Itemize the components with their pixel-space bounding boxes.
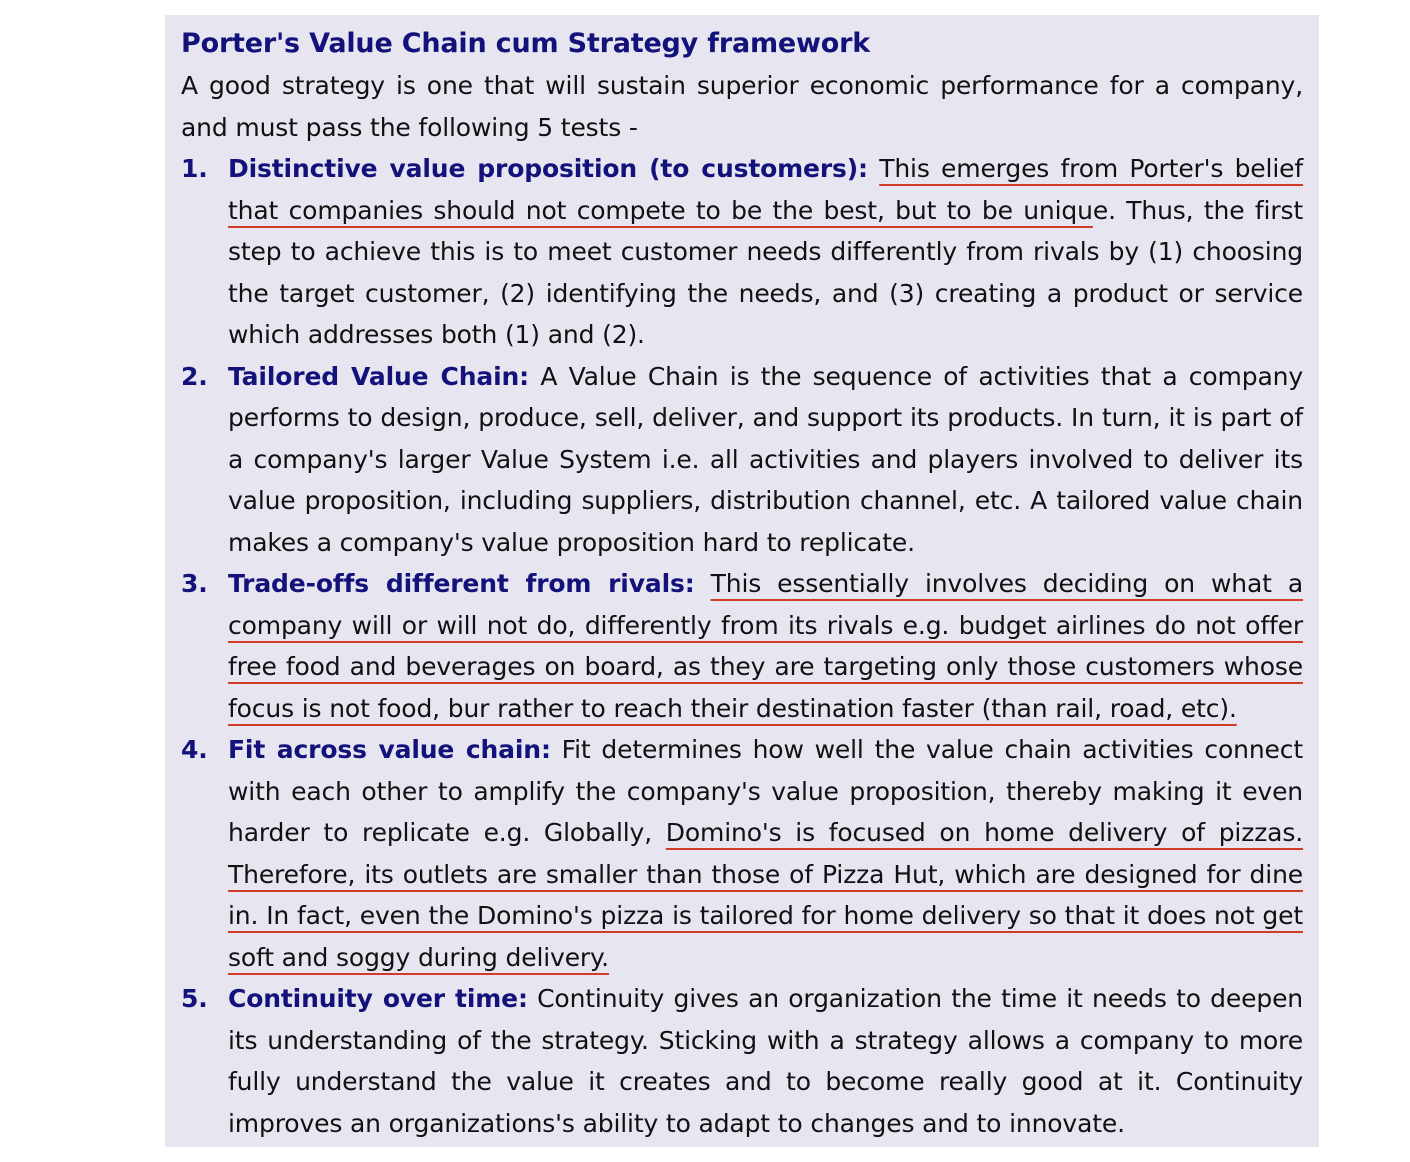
list-item-continuity-over-time: [181, 978, 1303, 1144]
tests-list: [181, 148, 1303, 1144]
item-heading: Continuity over time:: [228, 984, 528, 1013]
item-text: e. Thus, the first step to achieve this is to meet customer needs differently from rivals by (1) choosing the target customer, (2) identifying the needs, and (3) creating a product or service which addresses both (1) and (2).: [228, 195, 1303, 349]
item-text: Continuity gives an organization the time it needs to deepen its understanding of the strategy. Sticking with a strategy allows a company to more fully understand the value it creates and to become really good at it. Continuity improves an organizations's ability to adapt to changes and to innovate.: [228, 984, 1303, 1138]
list-number: 1.: [181, 154, 208, 183]
item-heading: Fit across value chain:: [228, 735, 551, 764]
underlined-text: Domino's is focused on home delivery of pizzas. Therefore, its outlets are smaller than those of Pizza Hut, which are designed for dine in. In fact, even the Domino's pizza is tailored for home delivery so that it does not get soft and soggy during delivery.: [228, 818, 1304, 972]
item-heading: Tailored Value Chain:: [228, 361, 530, 391]
intro-paragraph: A good strategy is one that will sustain superior economic performance for a company, and must pass the following 5 tests -: [181, 71, 1303, 142]
item-heading: Distinctive value proposition (to customers):: [228, 154, 868, 183]
list-item-trade-offs: [181, 563, 1303, 729]
underlined-text: This emerges from Porter's belief that companies should not compete to be the best, but to be uniqu: [228, 154, 1303, 225]
item-text: Fit determines how well the value chain activities connect with each other to amplify the company's value proposition, thereby making it even harder to replicate e.g. Globally,: [228, 735, 1303, 847]
page-title: Porter's Value Chain cum Strategy framework: [181, 28, 870, 59]
list-number: 5.: [181, 984, 208, 1013]
underlined-text: This essentially involves deciding on what a company will or will not do, differently from its rivals e.g. budget airlines do not offer free food and beverages on board, as they are targeting only those customers whose focus is not food, bur rather to reach their destination faster (than rail, road, etc).: [228, 569, 1304, 723]
list-number: 3.: [181, 569, 208, 598]
list-item-distinctive-value-proposition: [181, 148, 1303, 356]
list-number: 4.: [181, 735, 208, 764]
list-item-fit-across-value-chain: [181, 729, 1303, 978]
item-heading: Trade-offs different from rivals:: [228, 569, 695, 598]
item-text: A Value Chain is the sequence of activities that a company performs to design, produce, sell, deliver, and support its products. In turn, it is part of a company's larger Value System i.e. all activities and players involved to deliver its value proposition, including suppliers, distribution channel, etc. A tailored value chain makes a company's value proposition hard to replicate.: [228, 361, 1303, 557]
list-item-tailored-value-chain: [181, 356, 1303, 564]
list-number: 2.: [181, 361, 208, 391]
strategy-framework-panel: [165, 15, 1319, 1147]
